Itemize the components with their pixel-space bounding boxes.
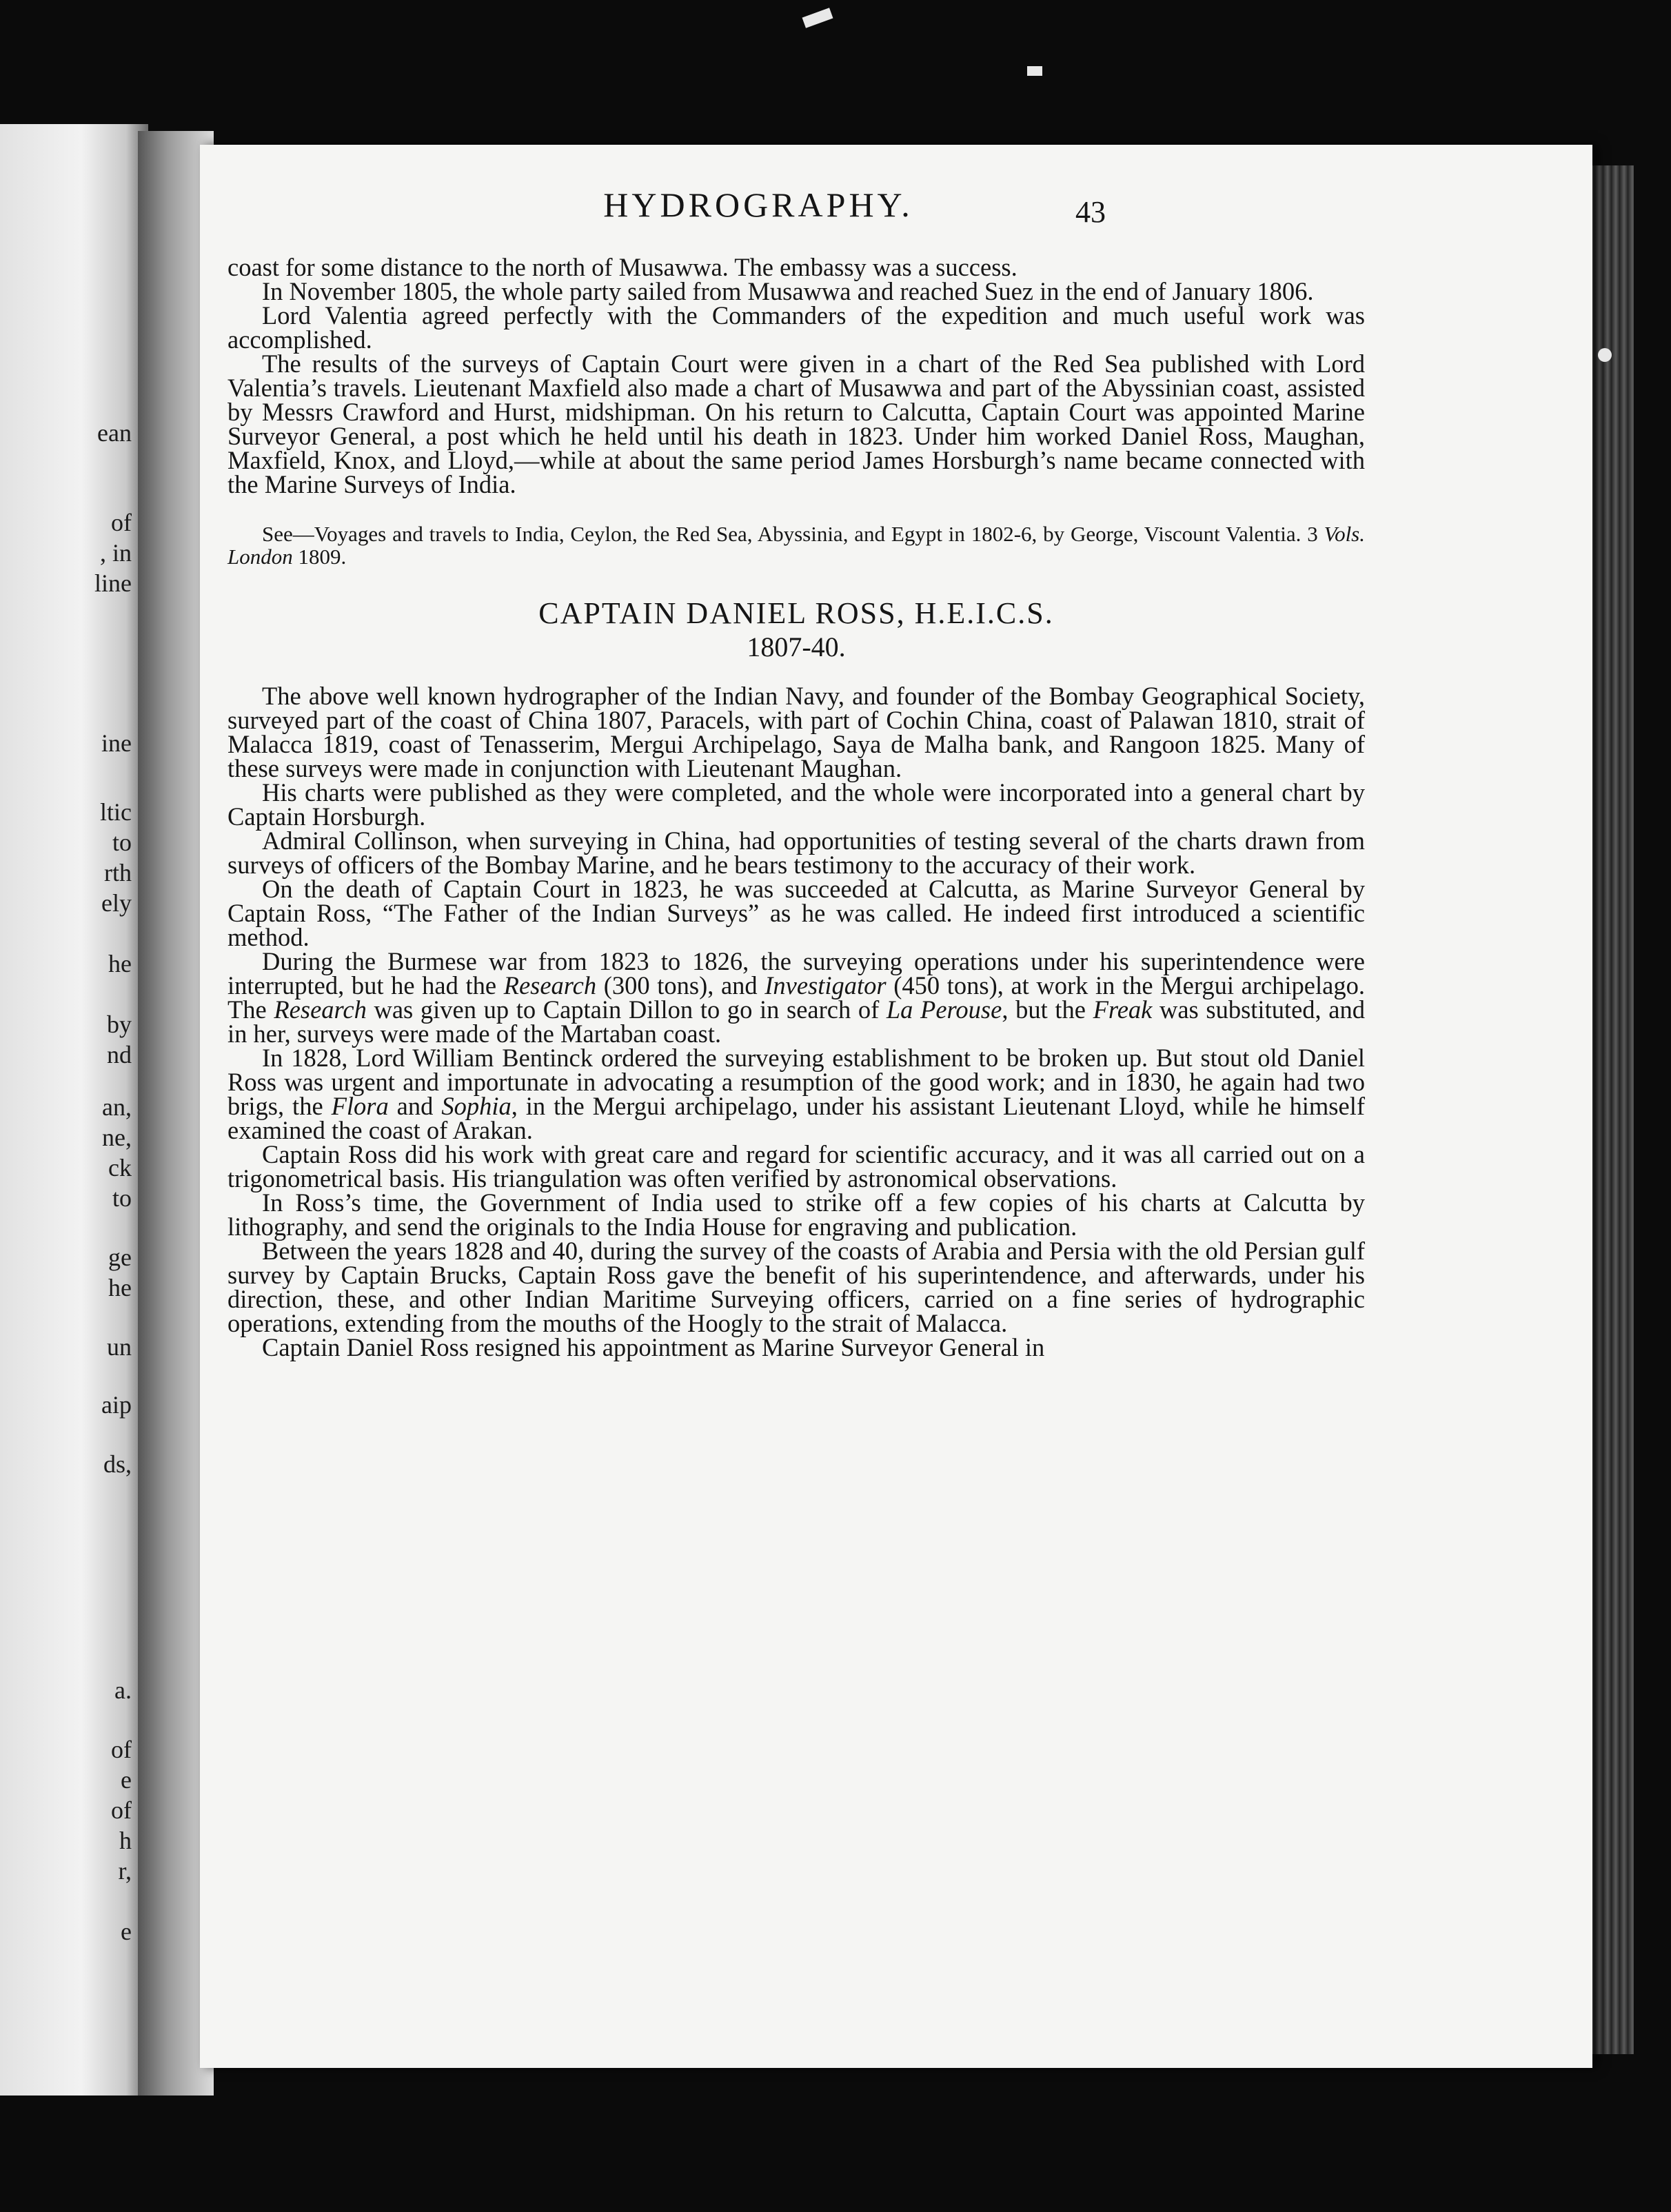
left-fragment: an, xyxy=(102,1093,132,1121)
body-text xyxy=(227,255,1365,1359)
left-fragment: of xyxy=(111,1736,132,1763)
left-fragment: of xyxy=(111,509,132,536)
left-fragment: h xyxy=(119,1827,132,1854)
paragraph: Between the years 1828 and 40, during the survey of the coasts of Arabia and Persia with the old Persian gulf survey by Captain Brucks, Captain Ross gave the benefit of his superintendence, and afterwards, under his direction, these, and other Indian Maritime Surveying officers, carried on a fine series of hydrographic operations, extending from the mouths of the Hoogly to the strait of Malacca. xyxy=(227,1237,1365,1337)
paragraph: In November 1805, the whole party sailed from Musawwa and reached Suez in the end of January 1806. xyxy=(262,277,1314,305)
text-run: and xyxy=(388,1092,442,1120)
text-run: During the Burmese war from 1823 to 1826, the surveying operations under his superintendence were interrupted, but he had the xyxy=(227,947,1365,1000)
left-fragment: ne, xyxy=(102,1124,132,1151)
text-run: (450 tons), at work in the Mergui archipelago. The xyxy=(227,971,1365,1024)
left-fragment: ine xyxy=(101,729,132,757)
paragraph: coast for some distance to the north of Musawwa. The embassy was a success. xyxy=(227,253,1017,281)
left-fragment: by xyxy=(107,1011,132,1038)
left-fragment: ltic xyxy=(100,798,132,826)
paragraph: The results of the surveys of Captain Court were given in a chart of the Red Sea published with Lord Valentia’s travels. Lieutenant Maxfield also made a chart of Musawwa and part of the Abyssinian coast, assisted by Messrs Crawford and Hurst, midshipman. On his return to Calcutta, Captain Court was appointed Marine Surveyor General, a post which he held until his death in 1823. Under him worked Daniel Ross, Maughan, Maxfield, Knox, and Lloyd,—while at about the same period James Horsburgh’s name became connected with the Marine Surveys of India. xyxy=(227,349,1365,498)
left-fragment: rth xyxy=(104,859,132,886)
paragraph: Lord Valentia agreed perfectly with the Commanders of the expedition and much useful work was accomplished. xyxy=(227,301,1365,354)
left-fragment: line xyxy=(94,569,132,597)
section-years: 1807-40. xyxy=(747,631,846,662)
text-run: , in the Mergui archipelago, under his assistant Lieutenant Lloyd, while he himself examined the coast of Arakan. xyxy=(227,1092,1366,1144)
left-fragment: of xyxy=(111,1796,132,1824)
footnote-vols: Vols. London xyxy=(227,522,1365,569)
paragraph: On the death of Captain Court in 1823, he was succeeded at Calcutta, as Marine Surveyor General by Captain Ross, “The Father of the Indian Surveys” as he was called. He indeed first introduced a scientific method. xyxy=(227,875,1365,951)
footnote-see: See— xyxy=(262,522,314,546)
scan-speck xyxy=(802,8,833,28)
left-fragment: un xyxy=(107,1333,132,1361)
ship-name: Investigator xyxy=(764,971,887,1000)
text-run: was given up to Captain Dillon to go in search of xyxy=(366,995,887,1024)
left-fragment: he xyxy=(108,1274,132,1301)
left-fragment: ean xyxy=(97,419,132,447)
left-fragment: aip xyxy=(101,1391,132,1419)
left-fragment: r, xyxy=(118,1857,132,1885)
paragraph: His charts were published as they were completed, and the whole were incorporated into a general chart by Captain Horsburgh. xyxy=(227,778,1365,831)
footnote-text: Voyages and travels to India, Ceylon, the Red Sea, Abyssinia, and Egypt in 1802-6, by George, Viscount Valentia. 3 xyxy=(314,522,1324,546)
left-fragment: e xyxy=(121,1766,132,1794)
paragraph-bentinck xyxy=(227,1046,1365,1142)
text-run: was substituted, and in her, surveys were made of the Martaban coast. xyxy=(227,995,1366,1048)
page-number: 43 xyxy=(1075,195,1106,229)
ship-name: La Perouse xyxy=(886,995,1002,1024)
paragraph: Captain Daniel Ross resigned his appointment as Marine Surveyor General in xyxy=(262,1333,1045,1361)
left-fragment: to xyxy=(112,829,132,856)
ship-name: Research xyxy=(503,971,597,1000)
left-fragment: he xyxy=(108,950,132,977)
ship-name: Flora xyxy=(331,1092,389,1120)
left-fragment: ge xyxy=(108,1244,132,1271)
paragraph-burmese-war xyxy=(227,949,1365,1046)
text-run: (300 tons), and xyxy=(596,971,765,1000)
ship-name: Research xyxy=(274,995,367,1024)
paragraph: The above well known hydrographer of the Indian Navy, and founder of the Bombay Geographical Society, surveyed part of the coast of China 1807, Paracels, with part of Cochin China, coast of Palawan 1810, strait of Malacca 1819, coast of Tenasserim, Mergui Archipelago, Saya de Malha bank, and Rangoon 1825. Many of these surveys were made in conjunction with Lieutenant Maughan. xyxy=(227,682,1365,782)
paragraph: Captain Ross did his work with great care and regard for scientific accuracy, and it was all carried out on a trigonometrical basis. His triangulation was often verified by astronomical observations. xyxy=(227,1140,1365,1193)
left-fragment: ely xyxy=(101,889,132,917)
left-fragment: a. xyxy=(114,1676,132,1704)
left-fragment: to xyxy=(112,1184,132,1212)
left-fragment: nd xyxy=(107,1041,132,1068)
left-fragment: e xyxy=(121,1918,132,1945)
scan-speck xyxy=(1027,66,1042,76)
paragraph: Admiral Collinson, when surveying in China, had opportunities of testing several of the charts drawn from surveys of officers of the Bombay Marine, and he bears testimony to the accuracy of their work. xyxy=(227,826,1365,879)
scan-speck xyxy=(1598,348,1612,362)
ship-name: Sophia xyxy=(441,1092,512,1120)
footnote-year: 1809. xyxy=(292,545,347,569)
running-head: HYDROGRAPHY. xyxy=(603,185,913,224)
paragraph: In Ross’s time, the Government of India used to strike off a few copies of his charts at Calcutta by lithography, and send the originals to the India House for engraving and publication. xyxy=(227,1188,1365,1241)
ship-name: Freak xyxy=(1093,995,1153,1024)
left-facing-page xyxy=(0,124,148,2096)
section-title: CAPTAIN DANIEL ROSS, H.E.I.C.S. xyxy=(538,596,1054,630)
left-fragment: ds, xyxy=(103,1450,132,1478)
left-fragment: , in xyxy=(99,539,132,567)
left-fragment: ck xyxy=(108,1154,132,1181)
footnote xyxy=(227,522,1365,568)
text-run: In 1828, Lord William Bentinck ordered the surveying establishment to be broken up. But stout old Daniel Ross was urgent and importunate in advocating a resumption of the good work; and in 1830, he again had two brigs, the xyxy=(227,1044,1365,1120)
text-run: , but the xyxy=(1002,995,1093,1024)
